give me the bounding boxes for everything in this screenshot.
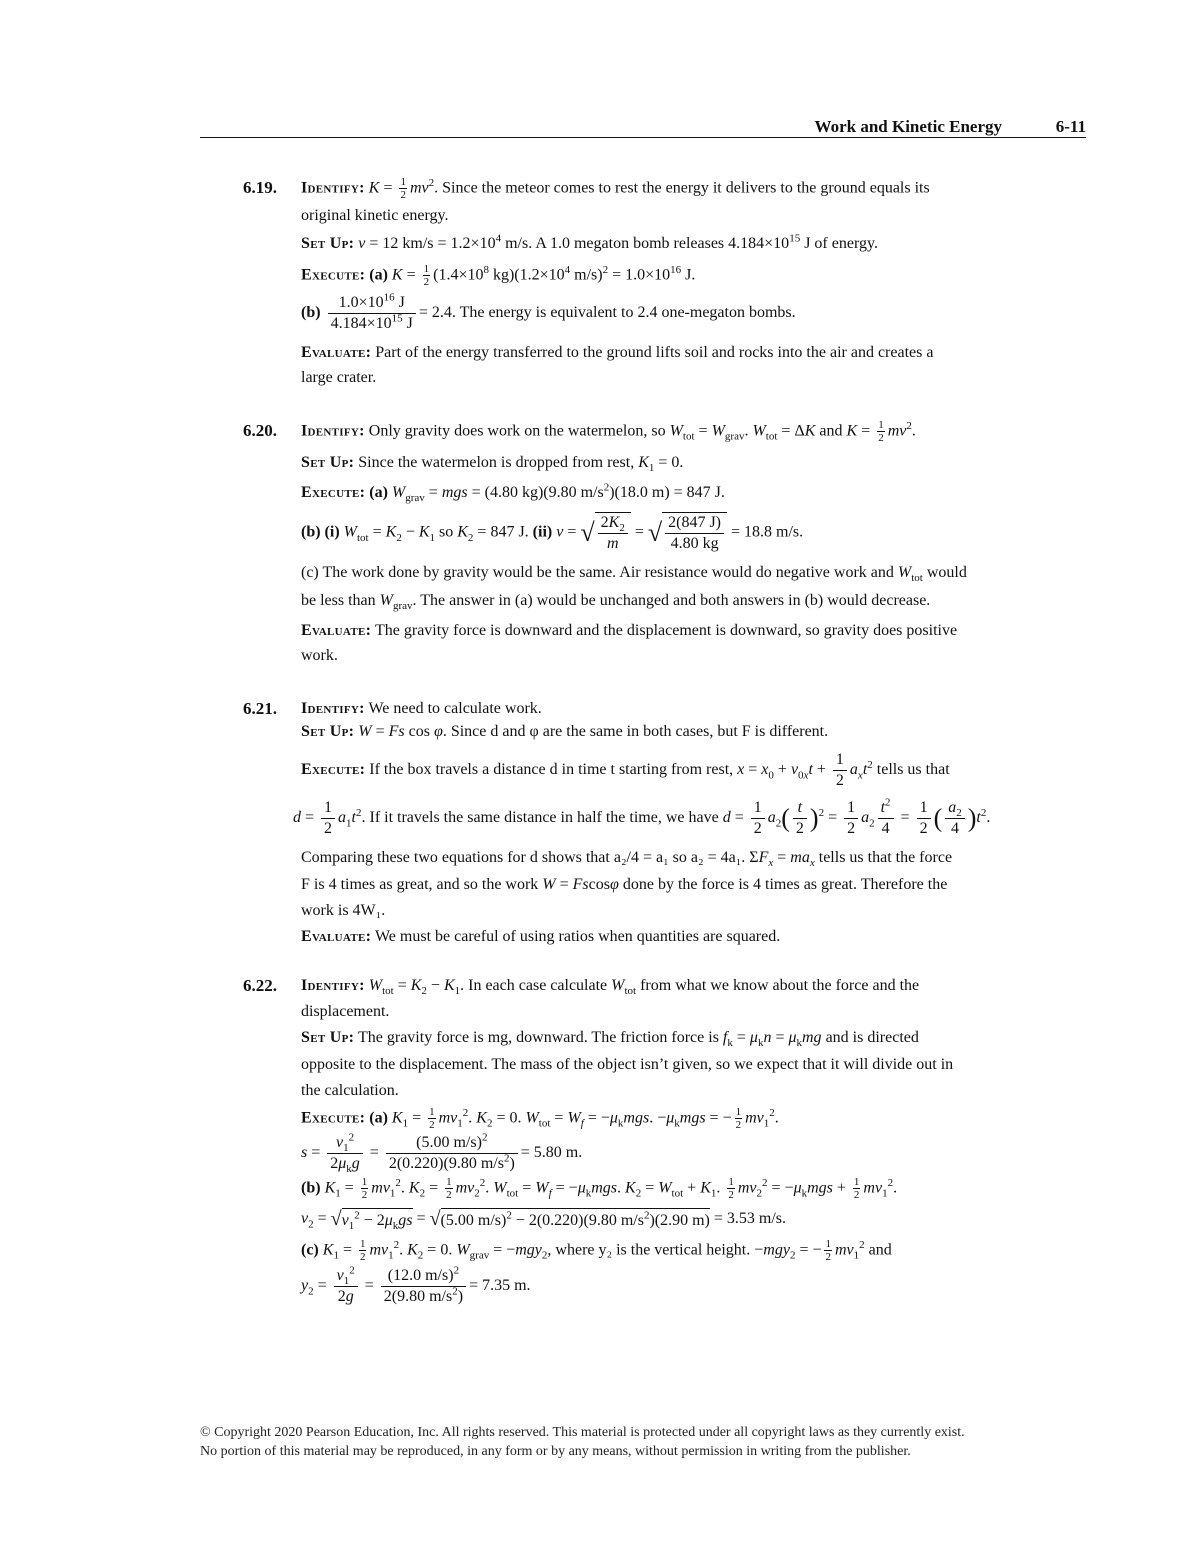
part-c-text-2: would	[926, 563, 967, 581]
identify-text: In each case calculate	[468, 977, 608, 994]
setup-line: Set Up: W = Fs cos φ. Since d and φ are the same in both cases, but F is different.	[301, 723, 829, 741]
setup-label: Set Up:	[301, 723, 355, 741]
identify-text: Since the meteor comes to rest the energy it delivers to the ground equals its	[442, 179, 930, 197]
identify-text-3: displacement.	[301, 1003, 390, 1021]
setup-text-end: of energy.	[814, 235, 878, 253]
problem-number: 6.21.	[243, 699, 277, 718]
distance-line: s = $\frac{v_1^2}{2\mu_kg}$ = $\frac{(5.00 m/s)^2}{2(0.220)(9.80 m/s^2)}$ = 5.80 m.	[301, 1131, 583, 1176]
identify-text-2: from what we know about the force and the	[640, 977, 920, 994]
evaluate-text-cont: work.	[301, 647, 338, 665]
evaluate-label: Evaluate:	[301, 343, 372, 361]
evaluate-line	[301, 341, 1081, 364]
execute-line: Execute: (a) K = $\frac{1}{2}$ ($1.4\times 10^8$ $kg)(1.2\times 10^4$ $m/s)^2 = 1.0\times 10^{16}$ J.	[301, 262, 696, 288]
evaluate-text: Part of the energy transferred to the ground lifts soil and rocks into the air and creates a	[375, 343, 934, 361]
part-b-line: (b) $\frac{1.0\times 10^{16} J}{4.184\times 10^{15} J}$ = 2.4. The energy is equivalent to 2.4 one-megaton bombs.	[301, 291, 796, 332]
execute-label: Execute:	[301, 761, 366, 779]
compare-text-4: done by the force is 4 times as great. Therefore the	[622, 875, 948, 893]
part-a-label: (a)	[369, 265, 388, 283]
problem-number: 6.22.	[243, 976, 277, 995]
half-time-text: If it travels the same distance in half the time, we have	[369, 809, 719, 827]
setup-label: Set Up:	[301, 454, 355, 472]
page-number: 6-11	[1055, 117, 1086, 136]
identify-label: Identify:	[301, 977, 365, 994]
compare-line: Comparing these two equations for d shows that a₂/4 = a₁ so a₂ = 4a₁. $\Sigma F_x = ma_x$ tells us that the force	[301, 849, 953, 870]
setup-text: The gravity force is mg, downward. The friction force is	[358, 1029, 719, 1047]
identify-text: Only gravity does work on the watermelon, so	[368, 422, 666, 440]
part-bii-label: (ii)	[532, 523, 553, 541]
setup-text-2: and is directed	[825, 1029, 919, 1047]
evaluate-line	[301, 619, 1081, 642]
evaluate-text-cont: large crater.	[301, 368, 377, 386]
setup-text-4: the calculation.	[301, 1081, 399, 1099]
copyright-footer	[200, 1423, 1090, 1461]
part-c-and: and	[868, 1241, 892, 1259]
height-line: $y_2$ = $\frac{v_1^2}{2g}$ = $\frac{(12.0 m/s)^2}{2(9.80 m/s^2)}$ = 7.35 m.	[301, 1264, 531, 1305]
problem-number: 6.20.	[243, 421, 277, 440]
evaluate-line	[301, 925, 1081, 948]
execute-label: Execute:	[301, 1109, 366, 1127]
identify-text-cont: original kinetic energy.	[301, 207, 449, 225]
execute-label: Execute:	[301, 265, 366, 283]
part-c-line: (c) $K_1$ = $\frac{1}{2}$ $mv_1^2$. $K_2 = 0$. $W_{grav} = -mgy_2$, where y₂ is the vertical height. −mgy$_2$ = − $\frac{1}{2}$ $mv_1^2$ and	[301, 1238, 892, 1264]
part-c-text: where y₂ is the vertical height.	[555, 1241, 751, 1259]
execute-label: Execute:	[301, 484, 366, 502]
setup-label: Set Up:	[301, 235, 355, 253]
setup-text: A 1.0 megaton bomb releases	[535, 235, 725, 253]
identify-line: Identify: K = $\frac{1}{2}$ $mv^2$. Since the meteor comes to rest the energy it delivers to the ground equals its	[301, 176, 930, 202]
setup-label: Set Up:	[301, 1029, 355, 1047]
identify-line: Identify: Only gravity does work on the watermelon, so $W_{tot} = W_{grav}$. $W_{tot} = \Delta K$ and K = $\frac{1}{2}$ $mv^2$.	[301, 419, 916, 445]
identify-line	[301, 697, 1081, 720]
velocity-line: $v_2 = √v_1^2 - 2\mu_kgs = √(5.00$ m/s)$^2$ − 2(0.220)(9.80 $m/s^2)(2.90$ m) = 3.53 m/s.	[301, 1208, 787, 1232]
execute-line: Execute: (a) $K_1$ = $\frac{1}{2}$ $mv_1^2$. $K_2 = 0$. $W_{tot} = W_f = -\mu_kmgs$. $-\mu_kmgs$ = − $\frac{1}{2}$ $mv_1^2$.	[301, 1105, 779, 1132]
chapter-title: Work and Kinetic Energy	[814, 117, 1002, 136]
setup-line: Set Up: v = 12 $km/s = 1.2\times 10^4$ m/s. A 1.0 megaton bomb releases $4.184\times 10^{15}$ J of energy.	[301, 233, 878, 253]
part-c-line: (c) The work done by gravity would be the same. Air resistance would do negative work and $W_{tot}$ would	[301, 563, 967, 584]
compare-text-5: work is 4W₁.	[301, 901, 386, 919]
setup-text: Since the watermelon is dropped from rest,	[358, 454, 635, 472]
half-time-line: d = $\frac{1}{2}$ $a_1t^2$. If it travels the same distance in half the time, we have d = $\frac{1}{2}$ $a_2$( $\frac{t}{2}$ )$^2$ = $\frac{1}{2}$ $a_2$ $\frac{t^2}{4}$ = $\frac{1}{2}$ ( $\frac{a_2}{4}$ )$t^2$.	[293, 797, 991, 838]
identify-label: Identify:	[301, 422, 365, 440]
identify-line: Identify: $W_{tot} = K_2 - K_1$. In each case calculate $W_{tot}$ from what we know about the force and the	[301, 977, 920, 998]
setup-line: Set Up: The gravity force is mg, downward. The friction force is $f_k = \mu_kn = \mu_kmg$ and is directed	[301, 1029, 919, 1050]
setup-text-3: opposite to the displacement. The mass of the object isn’t given, so we expect that it will divide out in	[301, 1055, 954, 1073]
part-bi-label: (b) (i)	[301, 523, 340, 541]
setup-line: Set Up: Since the watermelon is dropped from rest, $K_1 = 0$.	[301, 454, 684, 475]
part-c-text-3: be less than	[301, 591, 376, 609]
part-c-label: (c)	[301, 1241, 319, 1259]
execute-text-end: tells us that	[876, 761, 950, 779]
identify-label: Identify:	[301, 700, 365, 717]
execute-text: If the box travels a distance d in time t starting from rest,	[369, 761, 734, 779]
problem-number: 6.19.	[243, 178, 277, 197]
setup-text: Since d and φ are the same in both cases, but F is different.	[450, 723, 829, 741]
identify-text: We need to calculate work.	[368, 700, 542, 717]
compare-text-2: tells us that the force	[818, 849, 953, 867]
execute-line: Execute: If the box travels a distance d in time t starting from rest, $x = x_0 + v_{0x}t$ + $\frac{1}{2}$ $a_xt^2$ tells us that	[301, 751, 950, 790]
part-c-line-2: be less than $W_{grav}$. The answer in (a) would be unchanged and both answers in (b) would decrease.	[301, 591, 931, 612]
part-b-label: (b)	[301, 1179, 321, 1197]
part-a-label: (a)	[369, 484, 388, 502]
identify-label: Identify:	[301, 179, 365, 197]
copyright-line-1: © Copyright 2020 Pearson Education, Inc. All rights reserved. This material is protected under all copyright laws as they currently exist.	[200, 1425, 965, 1440]
evaluate-label: Evaluate:	[301, 621, 372, 639]
part-a-label: (a)	[369, 1109, 388, 1127]
part-b-line: (b) (i) $W_{tot} = K_2 - K_1$ so $K_2 = 847$ J. (ii) v = √ $\frac{2K_2}{m}$ = √ $\frac{2(847 J)}{4.80 kg}$ = 18.8 m/s.	[301, 513, 804, 552]
part-c-text: (c) The work done by gravity would be the same. Air resistance would do negative work and	[301, 563, 894, 581]
part-c-text-4: The answer in (a) would be unchanged and both answers in (b) would decrease.	[420, 591, 931, 609]
evaluate-label: Evaluate:	[301, 927, 372, 945]
compare-text-3: F is 4 times as great, and so the work	[301, 875, 539, 893]
part-b-label: (b)	[301, 303, 321, 321]
part-b-text: The energy is equivalent to 2.4 one-megaton bombs.	[459, 303, 796, 321]
evaluate-text: We must be careful of using ratios when quantities are squared.	[374, 927, 781, 945]
execute-line: Execute: (a) $W_{grav}$ = mgs = (4.80 kg)(9.80 $m/s^2)(18.0$ m) = 847 J.	[301, 482, 725, 505]
page-header	[200, 117, 1086, 138]
part-b-line: (b) $K_1$ = $\frac{1}{2}$ $mv_1^2$. $K_2$ = $\frac{1}{2}$ $mv_2^2$. $W_{tot} = W_f = -\mu_kmgs$. $K_2 = W_{tot} + K_1$. $\frac{1}{2}$ $mv_2^2 = -\mu_kmgs$ + $\frac{1}{2}$ $mv_1^2$.	[301, 1176, 898, 1202]
copyright-line-2: No portion of this material may be reproduced, in any form or by any means, without permission in writing from the publisher.	[200, 1444, 911, 1459]
evaluate-text: The gravity force is downward and the displacement is downward, so gravity does positive	[374, 621, 958, 639]
compare-text: Comparing these two equations for d shows that a₂/4 = a₁ so a₂ = 4a₁.	[301, 849, 746, 867]
compare-line-2: F is 4 times as great, and so the work W = Fscosφ done by the force is 4 times as great. Therefore the	[301, 875, 948, 893]
